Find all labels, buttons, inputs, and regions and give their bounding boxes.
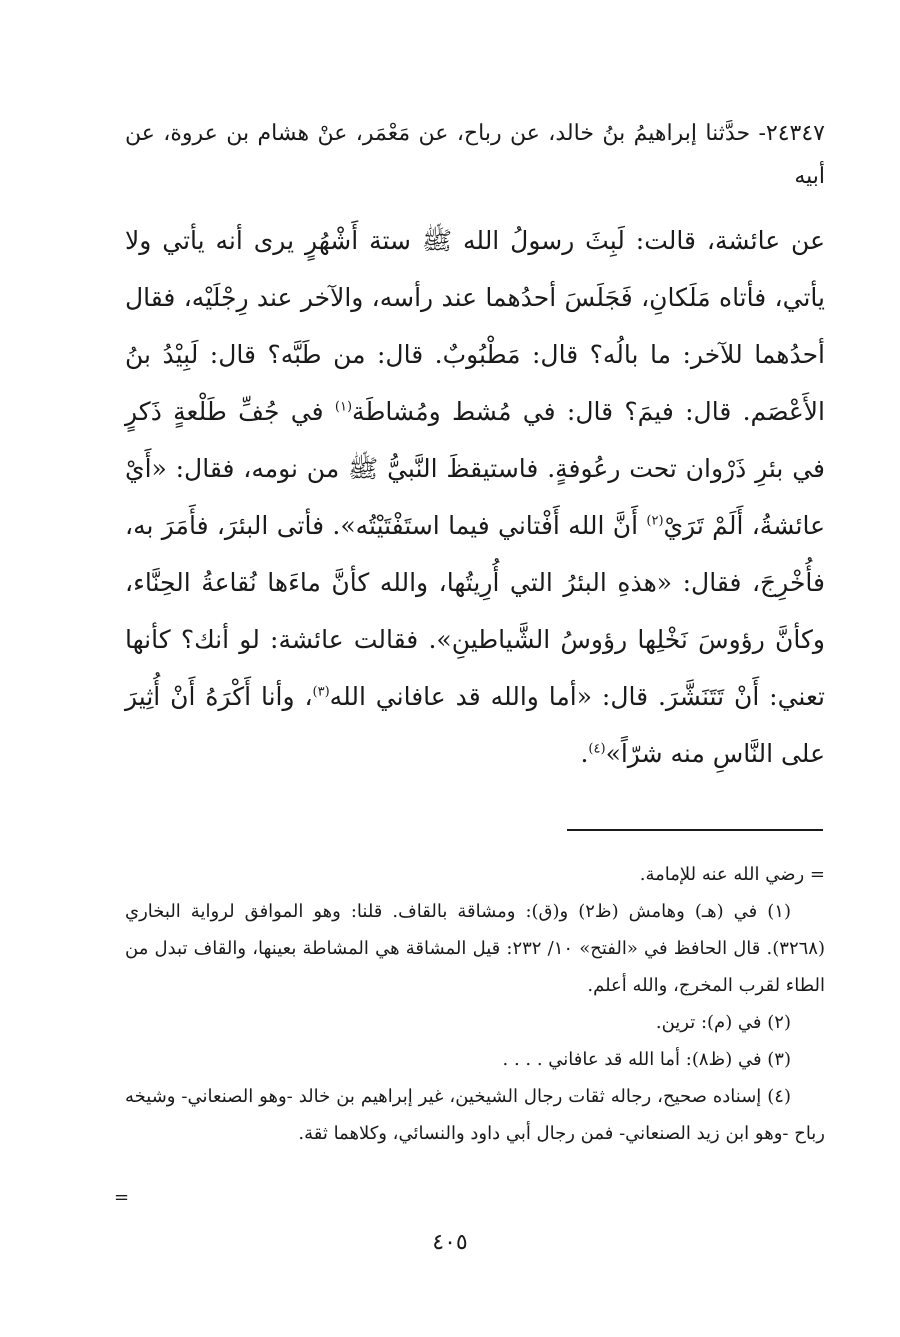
footnote-marker-4: (٤) [588, 741, 606, 757]
isnad-text: حدَّثنا إبراهيمُ بنُ خالد، عن رباح، عن مَعْمَر، عنْ هشام بن عروة، عن أبيه [125, 121, 825, 189]
hadith-number: ٢٤٣٤٧- [758, 121, 825, 146]
matn-text: عن عائشة، قالت: لَبِثَ رسولُ الله ﷺ ستة أَشْهُرٍ يرى أنه يأتي ولا يأتي، فأتاه مَلَكانِ، فَجَلَسَ أحدُهما عند رأسه، والآخر عند رِجْلَيْه، فقال أحدُهما للآخر: ما بالُه؟ قال: مَطْبُوبٌ. قال: من طَبَّه؟ قال: لَبِيْدُ بنُ الأَعْصَم. قال: فيمَ؟ قال: في مُشط ومُشاطَة [125, 226, 825, 426]
footnote-marker-1: (١) [334, 399, 353, 415]
matn-text: ، وأنا أَكْرَهُ أَنْ أُثِيرَ على النَّاسِ منه شرّاً» [125, 682, 825, 768]
footnote-continued-mark: = [114, 1187, 130, 1208]
footnote-separator [567, 829, 823, 831]
footnote-2: (٢) في (م): ترين. [655, 1012, 791, 1033]
matn-text: أَنَّ الله أَفْتاني فيما استَفْتَيْتُه». فأتى البئرَ، فأَمَرَ به، فأُخْرِجَ، فقال: «هذهِ البئرُ التي أُرِيتُها، والله كأنَّ ماءَها نُقاعةُ الحِنَّاء، وكأنَّ رؤوسَ نَخْلِها رؤوسُ الشَّياطينِ». فقالت عائشة: لو أنك؟ كأنها تعني: أَنْ تَتَنَشَّرَ. قال: «أما والله قد عافاني الله [125, 511, 825, 711]
page-number: ٤٠٥ [432, 1230, 468, 1255]
footnote-1: (١) في (هـ) وهامش (ظ٢) و(ق): ومشاقة بالقاف. قلنا: وهو الموافق لرواية البخاري (٣٢٦٨). قال الحافظ في «الفتح» ١٠/ ٢٣٢: قيل المشاقة هي المشاطة بعينها، والقاف تبدل من الطاء لقرب المخرج، والله أعلم. [125, 901, 825, 996]
matn-text: . [580, 739, 589, 768]
matn-text: في جُفِّ طَلْعةٍ ذَكرٍ في بئرِ ذَرْوان تحت رعُوفةٍ. فاستيقظَ النَّبيُّ ﷺ من نومه، فقال: «أَيْ عائشةُ، أَلَمْ تَرَيْ [125, 397, 825, 540]
footnote-marker-2: (٢) [646, 513, 664, 529]
hadith-isnad [125, 112, 825, 198]
footnote-3: (٣) في (ظ٨): أما الله قد عافاني . . . . [502, 1049, 791, 1070]
footnote-marker-3: (٣) [312, 684, 330, 700]
footnotes [125, 856, 825, 1152]
footnote-continuation: = رضي الله عنه للإمامة. [639, 864, 825, 885]
footnote-4: (٤) إسناده صحيح، رجاله ثقات رجال الشيخين، غير إبراهيم بن خالد -وهو الصنعاني- وشيخه رباح -وهو ابن زيد الصنعاني- فمن رجال أبي داود والنسائي، وكلاهما ثقة. [125, 1086, 825, 1144]
hadith-matn [125, 212, 825, 782]
